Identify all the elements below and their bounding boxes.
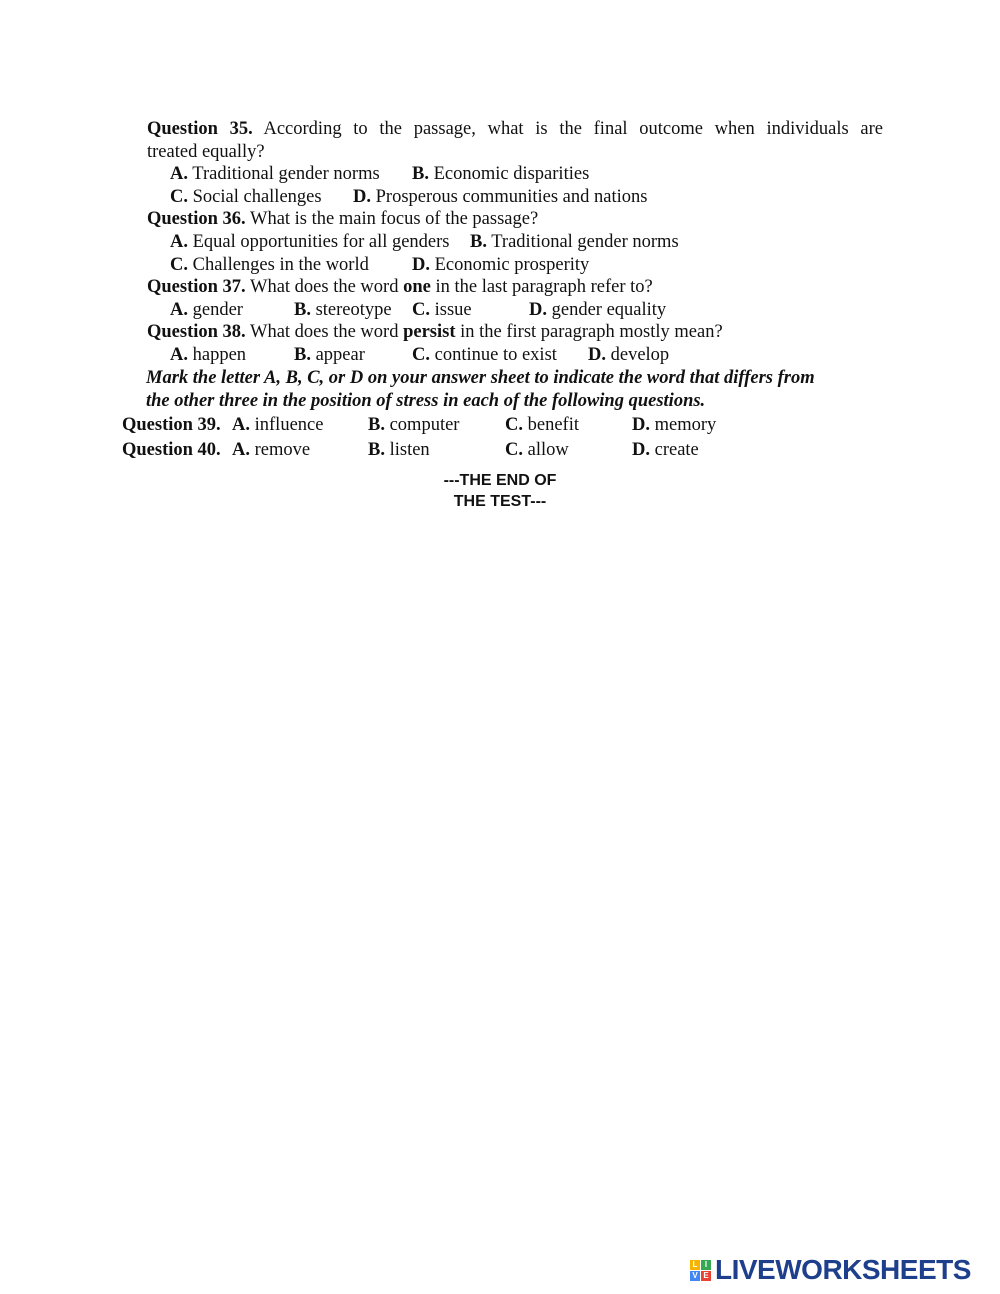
- option-letter: A.: [170, 232, 188, 252]
- question-36-stem: What is the main focus of the passage?: [249, 209, 539, 229]
- option-text: issue: [434, 300, 472, 320]
- question-36-stem-line: [147, 208, 538, 230]
- option-letter: D.: [588, 345, 606, 365]
- option-letter: C.: [412, 300, 430, 320]
- option-text: influence: [254, 415, 324, 435]
- question-37-stem-line: [147, 276, 653, 298]
- logo-mark-letter: L: [690, 1260, 700, 1270]
- question-38-option-b[interactable]: [294, 344, 365, 366]
- option-letter: A.: [232, 415, 250, 435]
- logo-mark-letter: V: [690, 1271, 700, 1281]
- liveworksheets-logo[interactable]: [690, 1252, 971, 1288]
- option-text: allow: [527, 440, 569, 460]
- option-text: memory: [654, 415, 717, 435]
- question-37-option-a[interactable]: [170, 299, 243, 321]
- question-39-option-d[interactable]: [632, 414, 716, 436]
- option-letter: D.: [632, 415, 650, 435]
- option-text: Traditional gender norms: [491, 232, 679, 252]
- question-35-number: Question 35.: [147, 119, 253, 139]
- question-39-option-b[interactable]: [368, 414, 459, 436]
- option-letter: C.: [170, 255, 188, 275]
- option-letter: B.: [368, 440, 385, 460]
- question-39-number: Question 39.: [122, 415, 221, 435]
- end-of-test-line1: ---THE END OF: [443, 472, 557, 489]
- option-text: remove: [254, 440, 311, 460]
- option-text: Traditional gender norms: [192, 164, 380, 184]
- option-text: Challenges in the world: [192, 255, 369, 275]
- option-text: listen: [389, 440, 430, 460]
- question-36-option-d[interactable]: [412, 254, 589, 276]
- question-35-stem: According to the passage, what is the final outcome when individuals are: [263, 119, 883, 139]
- question-40-number: Question 40.: [122, 440, 221, 460]
- question-35-stem-line1: [147, 118, 883, 140]
- option-text: create: [654, 440, 699, 460]
- option-text: benefit: [527, 415, 579, 435]
- option-text: appear: [315, 345, 365, 365]
- option-letter: B.: [368, 415, 385, 435]
- option-letter: A.: [170, 300, 188, 320]
- question-35-option-d[interactable]: [353, 186, 647, 208]
- question-36-option-c[interactable]: [170, 254, 369, 276]
- question-37-number: Question 37.: [147, 277, 246, 297]
- option-letter: D.: [412, 255, 430, 275]
- question-36-option-b[interactable]: [470, 231, 679, 253]
- question-37-keyword: one: [403, 277, 431, 297]
- question-36-number: Question 36.: [147, 209, 246, 229]
- question-39-option-c[interactable]: [505, 414, 579, 436]
- option-letter: C.: [505, 415, 523, 435]
- question-39-option-a[interactable]: [232, 414, 323, 436]
- option-text: Economic disparities: [433, 164, 590, 184]
- question-38-option-a[interactable]: [170, 344, 246, 366]
- option-letter: B.: [294, 345, 311, 365]
- option-letter: B.: [470, 232, 487, 252]
- option-text: Economic prosperity: [434, 255, 590, 275]
- question-40-option-a[interactable]: [232, 439, 310, 461]
- option-text: Social challenges: [192, 187, 322, 207]
- logo-mark-letter: I: [701, 1260, 711, 1270]
- instruction-line1: Mark the letter A, B, C, or D on your answer sheet to indicate the word that differs from: [146, 368, 815, 388]
- option-text: stereotype: [315, 300, 392, 320]
- question-35-stem-line2: treated equally?: [147, 142, 265, 162]
- option-text: gender equality: [551, 300, 667, 320]
- end-of-test-line2: THE TEST---: [453, 493, 547, 510]
- option-text: continue to exist: [434, 345, 557, 365]
- option-text: Equal opportunities for all genders: [192, 232, 450, 252]
- question-37-stem-after: in the last paragraph refer to?: [435, 277, 653, 297]
- instruction-line2: the other three in the position of stress in each of the following questions.: [146, 391, 706, 411]
- option-letter: A.: [232, 440, 250, 460]
- logo-text: LIVEWORKSHEETS: [715, 1254, 971, 1285]
- liveworksheets-logo-icon: [690, 1260, 711, 1281]
- option-text: happen: [192, 345, 247, 365]
- option-letter: D.: [632, 440, 650, 460]
- option-text: computer: [389, 415, 460, 435]
- question-35-option-c[interactable]: [170, 186, 322, 208]
- option-text: develop: [610, 345, 670, 365]
- option-letter: A.: [170, 345, 188, 365]
- question-35-option-b[interactable]: [412, 163, 589, 185]
- question-38-stem-line: [147, 321, 723, 343]
- option-letter: D.: [353, 187, 371, 207]
- question-38-option-d[interactable]: [588, 344, 669, 366]
- logo-mark-letter: E: [701, 1271, 711, 1281]
- question-38-option-c[interactable]: [412, 344, 557, 366]
- question-35-option-a[interactable]: [170, 163, 380, 185]
- question-40-option-b[interactable]: [368, 439, 430, 461]
- option-letter: B.: [412, 164, 429, 184]
- option-letter: A.: [170, 164, 188, 184]
- question-38-stem-before: What does the word: [249, 322, 399, 342]
- option-letter: C.: [170, 187, 188, 207]
- question-37-option-c[interactable]: [412, 299, 472, 321]
- question-38-keyword: persist: [403, 322, 456, 342]
- option-letter: C.: [412, 345, 430, 365]
- question-40-option-d[interactable]: [632, 439, 699, 461]
- question-38-number: Question 38.: [147, 322, 246, 342]
- question-37-option-d[interactable]: [529, 299, 666, 321]
- question-37-option-b[interactable]: [294, 299, 392, 321]
- option-text: gender: [192, 300, 243, 320]
- option-letter: C.: [505, 440, 523, 460]
- question-36-option-a[interactable]: [170, 231, 450, 253]
- question-38-stem-after: in the first paragraph mostly mean?: [460, 322, 723, 342]
- option-letter: D.: [529, 300, 547, 320]
- option-text: Prosperous communities and nations: [375, 187, 648, 207]
- question-37-stem-before: What does the word: [249, 277, 399, 297]
- option-letter: B.: [294, 300, 311, 320]
- question-40-option-c[interactable]: [505, 439, 569, 461]
